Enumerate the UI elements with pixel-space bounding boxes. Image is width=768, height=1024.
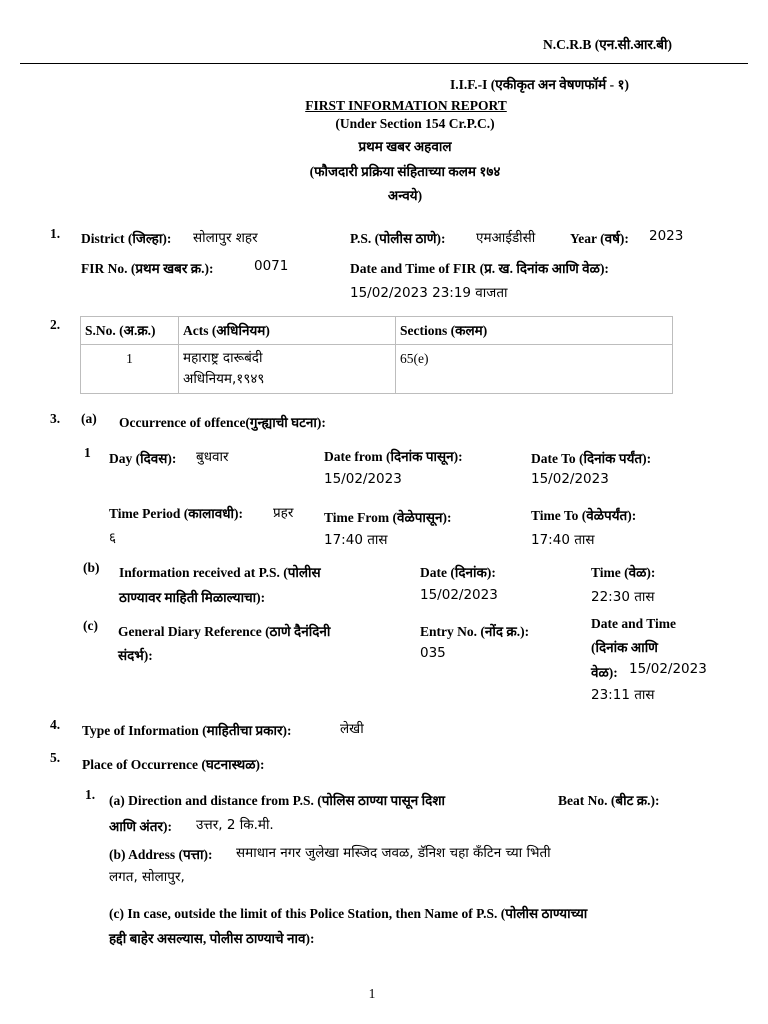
- outside-limit-label-1: (c) In case, outside the limit of this Police Station, then Name of P.S. (पोलीस ठाण्याच्या: [109, 906, 588, 921]
- direction-value: उत्तर, 2 कि.मी.: [196, 817, 274, 833]
- info-date-label: Date (दिनांक):: [420, 565, 496, 580]
- year-value: 2023: [649, 228, 684, 244]
- row-act-line1: महाराष्ट्र दारूबंदी: [183, 350, 263, 366]
- row-act: [179, 345, 396, 394]
- district-label: District (जिल्हा):: [81, 231, 172, 246]
- fir-value: 0071: [254, 258, 289, 274]
- sno-header: S.No. (अ.क्र.): [81, 317, 179, 345]
- acts-table: [80, 316, 673, 394]
- row-section: 65(e): [396, 345, 673, 394]
- place-label: Place of Occurrence (घटनास्थळ):: [82, 757, 265, 772]
- occurrence-mark: (a): [81, 411, 97, 426]
- table-row: [81, 345, 673, 394]
- iif-label: I.I.F.-I (एकीकृत अन वेषणफॉर्म - १): [450, 77, 630, 92]
- row-act-line2: अधिनियम,१९४९: [183, 371, 265, 387]
- row-sno: 1: [81, 345, 179, 394]
- time-period-value: प्रहर: [273, 505, 294, 521]
- section-2-number: 2.: [50, 317, 61, 332]
- ps-label: P.S. (पोलीस ठाणे):: [350, 231, 446, 246]
- date-from-label: Date from (दिनांक पासून):: [324, 449, 463, 464]
- table-header-row: [81, 317, 673, 345]
- sections-header: Sections (कलम): [396, 317, 673, 345]
- fir-datetime-label: Date and Time of FIR (प्र. ख. दिनांक आणि वेळ):: [350, 261, 609, 276]
- page-number: 1: [368, 986, 376, 1001]
- date-from-value: 15/02/2023: [324, 471, 402, 487]
- beat-label: Beat No. (बीट क्र.):: [558, 793, 660, 808]
- outside-limit-label-2: हद्दी बाहेर असल्यास, पोलीस ठाण्याचे नाव):: [109, 931, 315, 946]
- info-time-value: 22:30 तास: [591, 589, 655, 605]
- title-marathi: प्रथम खबर अहवाल: [358, 139, 452, 154]
- diary-label-1: General Diary Reference (ठाणे दैनंदिनी: [118, 624, 331, 639]
- section-marathi-line2: अन्वये): [387, 188, 423, 203]
- fir-label: FIR No. (प्रथम खबर क्र.):: [81, 261, 214, 276]
- occurrence-label: Occurrence of offence(गुन्ह्याची घटना):: [119, 415, 326, 430]
- address-value-1: समाधान नगर जुलेखा मस्जिद जवळ, डॅनिश चहा कॅंटिन च्या भिती: [236, 845, 551, 861]
- time-to-label: Time To (वेळेपर्यंत):: [531, 508, 637, 523]
- entry-no-label: Entry No. (नोंद क्र.):: [420, 624, 530, 639]
- direction-label-2: आणि अंतर):: [109, 819, 172, 834]
- diary-datetime-value-1: 15/02/2023: [629, 661, 707, 677]
- day-label: Day (दिवस):: [109, 451, 177, 466]
- section-3-number: 3.: [50, 411, 61, 426]
- diary-label-2: संदर्भ):: [118, 648, 153, 663]
- report-title: FIRST INFORMATION REPORT: [305, 98, 507, 113]
- acts-header: Acts (अधिनियम): [179, 317, 396, 345]
- info-time-label: Time (वेळ):: [591, 565, 656, 580]
- occurrence-item-number: 1: [84, 445, 91, 460]
- diary-datetime-label-1: Date and Time: [591, 616, 677, 631]
- info-received-label-1: Information received at P.S. (पोलीस: [119, 565, 321, 580]
- diary-datetime-value-2: 23:11 तास: [591, 687, 655, 703]
- section-5-number: 5.: [50, 750, 61, 765]
- district-value: सोलापुर शहर: [193, 230, 258, 246]
- diary-datetime-label-2: (दिनांक आणि: [591, 640, 658, 655]
- time-to-value: 17:40 तास: [531, 532, 595, 548]
- info-received-mark: (b): [83, 560, 100, 575]
- info-date-value: 15/02/2023: [420, 587, 498, 603]
- year-label: Year (वर्ष):: [570, 231, 629, 246]
- diary-mark: (c): [83, 618, 98, 633]
- ps-value: एमआईडीसी: [476, 230, 536, 246]
- time-period-value-2: ६: [109, 530, 117, 546]
- address-label: (b) Address (पत्ता):: [109, 847, 213, 862]
- time-period-label: Time Period (कालावधी):: [109, 506, 244, 521]
- day-value: बुधवार: [196, 449, 229, 465]
- info-type-label: Type of Information (माहितीचा प्रकार):: [82, 723, 292, 738]
- fir-datetime-value: 15/02/2023 23:19 वाजता: [350, 285, 508, 301]
- time-from-label: Time From (वेळेपासून):: [324, 510, 452, 525]
- address-value-2: लगत, सोलापुर,: [109, 869, 185, 885]
- section-4-number: 4.: [50, 717, 61, 732]
- entry-no-value: 035: [420, 645, 446, 661]
- time-from-value: 17:40 तास: [324, 532, 388, 548]
- place-item-number: 1.: [85, 787, 96, 802]
- under-section: (Under Section 154 Cr.P.C.): [335, 116, 495, 131]
- info-type-value: लेखी: [340, 721, 364, 737]
- date-to-label: Date To (दिनांक पर्यंत):: [531, 451, 652, 466]
- section-marathi-line1: (फौजदारी प्रक्रिया संहिताच्या कलम १७४: [309, 164, 501, 179]
- info-received-label-2: ठाण्यावर माहिती मिळाल्याचा):: [119, 590, 266, 605]
- direction-label-1: (a) Direction and distance from P.S. (पोलिस ठाण्या पासून दिशा: [109, 793, 446, 808]
- diary-datetime-label-3: वेळ):: [591, 665, 618, 680]
- header-divider: [20, 63, 748, 64]
- ncrb-label: N.C.R.B (एन.सी.आर.बी): [543, 37, 672, 52]
- date-to-value: 15/02/2023: [531, 471, 609, 487]
- section-1-number: 1.: [50, 226, 61, 241]
